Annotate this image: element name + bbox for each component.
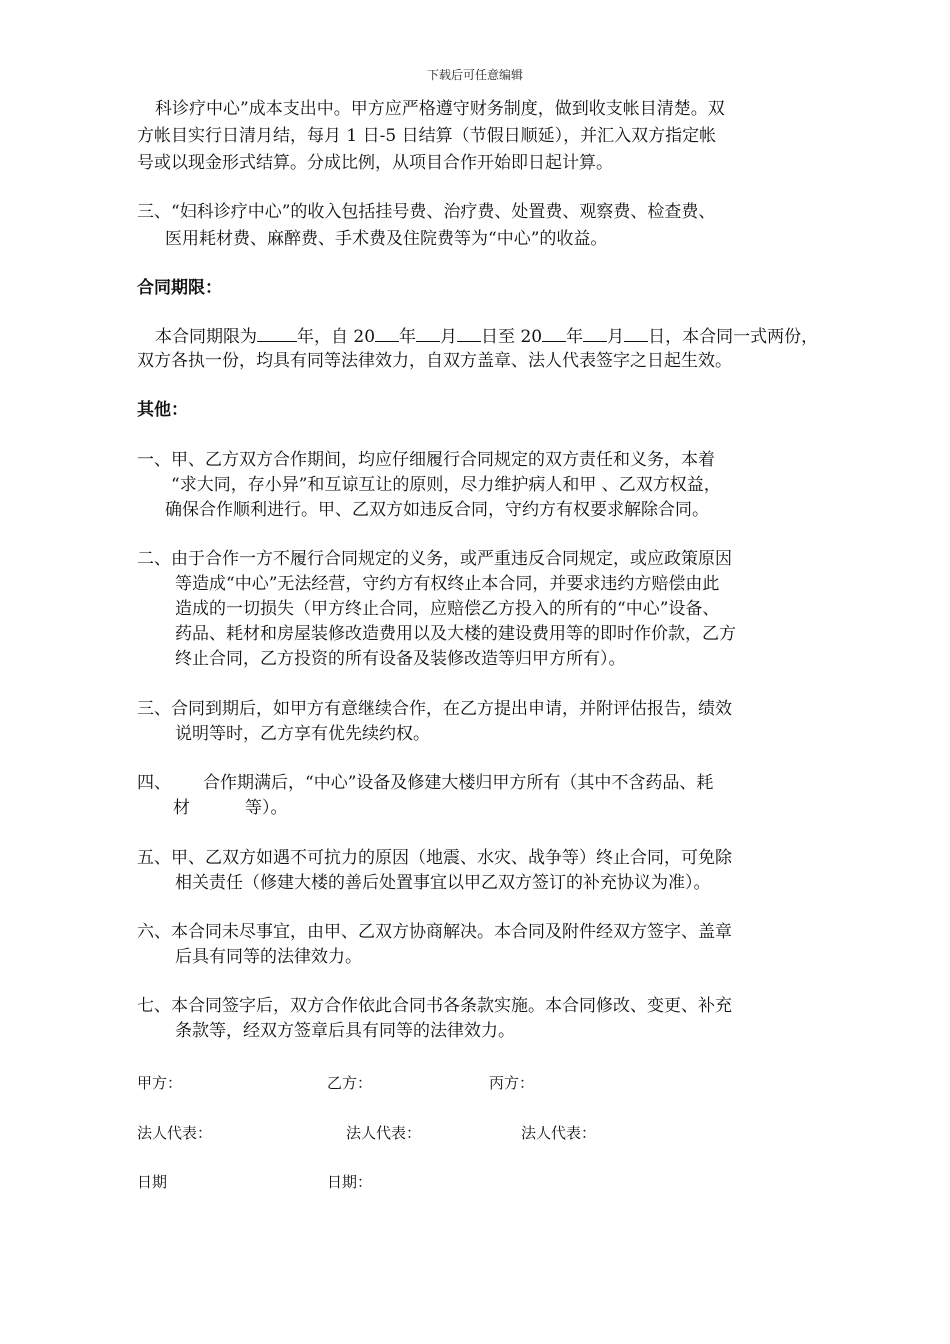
- clause-2-line-4: 药品、耗材和房屋装修改造费用以及大楼的建设费用等的即时作价款，乙方: [175, 624, 736, 644]
- term-text: 年: [566, 327, 584, 347]
- rep-a-label: 法人代表：: [137, 1124, 213, 1142]
- party-c-label: 丙方：: [489, 1074, 535, 1092]
- party-a-label: 甲方：: [137, 1074, 183, 1092]
- intro-line-1: 科诊疗中心”成本支出中。甲方应严格遵守财务制度，做到收支帐目清楚。双: [155, 99, 725, 119]
- blank-end-month: [583, 323, 607, 342]
- term-text: 年，自 20: [297, 327, 376, 347]
- intro-line-2: 方帐目实行日清月结，每月 1 日-5 日结算（节假日顺延），并汇入双方指定帐: [137, 126, 717, 146]
- clause-2-line-2: 等造成“中心”无法经营，守约方有权终止本合同，并要求违约方赔偿由此: [175, 574, 720, 594]
- blank-end-day: [624, 323, 648, 342]
- clause-3-line-2: 说明等时，乙方享有优先续约权。: [175, 724, 430, 744]
- clause-4-line-2b: 等）。: [245, 798, 288, 818]
- income-line-1: 三、“妇科诊疗中心”的收入包括挂号费、治疗费、处置费、观察费、检查费、: [137, 202, 716, 222]
- blank-years: [257, 323, 297, 342]
- intro-line-3: 号或以现金形式结算。分成比例，从项目合作开始即日起计算。: [137, 153, 613, 173]
- clause-6-line-1: 六、本合同未尽事宜，由甲、乙双方协商解决。本合同及附件经双方签字、盖章: [137, 922, 732, 942]
- blank-end-year: [542, 323, 566, 342]
- income-line-2: 医用耗材费、麻醉费、手术费及住院费等为“中心”的收益。: [165, 229, 608, 249]
- clause-4-line-1: 合作期满后，“中心”设备及修建大楼归甲方所有（其中不含药品、耗: [203, 773, 714, 793]
- term-text: 年: [399, 327, 417, 347]
- term-text: 本合同期限为: [155, 327, 257, 347]
- clause-4-line-2a: 材: [173, 798, 190, 818]
- term-heading: 合同期限：: [137, 278, 222, 298]
- rep-b-label: 法人代表：: [346, 1124, 422, 1142]
- clause-2-line-1: 二、由于合作一方不履行合同规定的义务，或严重违反合同规定，或应政策原因: [137, 549, 732, 569]
- clause-5-line-2: 相关责任（修建大楼的善后处置事宜以甲乙双方签订的补充协议为准）。: [175, 873, 711, 893]
- clause-7-line-1: 七、本合同签字后，双方合作依此合同书各条款实施。本合同修改、变更、补充: [137, 996, 732, 1016]
- term-text: 月: [607, 327, 625, 347]
- other-heading: 其他：: [137, 400, 188, 420]
- blank-start-day: [457, 323, 481, 342]
- blank-start-year: [375, 323, 399, 342]
- clause-1-line-2: “求大同，存小异”和互谅互让的原则，尽力维护病人和甲 、乙双方权益，: [171, 475, 721, 495]
- term-text: 日至 20: [481, 327, 543, 347]
- clause-6-line-2: 后具有同等的法律效力。: [175, 947, 362, 967]
- term-line-1: [155, 323, 818, 351]
- clause-4-number: 四、: [137, 773, 171, 793]
- clause-1-line-3: 确保合作顺利进行。甲、乙双方如违反合同，守约方有权要求解除合同。: [165, 500, 709, 520]
- clause-2-line-5: 终止合同，乙方投资的所有设备及装修改造等归甲方所有）。: [175, 649, 626, 669]
- clause-3-line-1: 三、合同到期后，如甲方有意继续合作，在乙方提出申请，并附评估报告，绩效: [137, 699, 732, 719]
- date-b-label: 日期：: [327, 1173, 373, 1191]
- term-text: 月: [440, 327, 458, 347]
- date-a-label: 日期: [137, 1173, 168, 1191]
- term-line-2: 双方各执一份，均具有同等法律效力，自双方盖章、法人代表签字之日起生效。: [137, 351, 732, 371]
- clause-7-line-2: 条款等，经双方签章后具有同等的法律效力。: [175, 1021, 515, 1041]
- party-b-label: 乙方：: [327, 1074, 373, 1092]
- term-text: 日，本合同一式两份，: [648, 327, 819, 347]
- clause-5-line-1: 五、甲、乙双方如遇不可抗力的原因（地震、水灾、战争等）终止合同，可免除: [137, 848, 732, 868]
- rep-c-label: 法人代表：: [521, 1124, 597, 1142]
- clause-1-line-1: 一、甲、乙方双方合作期间，均应仔细履行合同规定的双方责任和义务，本着: [137, 450, 715, 470]
- blank-start-month: [416, 323, 440, 342]
- clause-2-line-3: 造成的一切损失（甲方终止合同，应赔偿乙方投入的所有的“中心”设备、: [175, 599, 720, 619]
- page-header: 下载后可任意编辑: [426, 68, 523, 82]
